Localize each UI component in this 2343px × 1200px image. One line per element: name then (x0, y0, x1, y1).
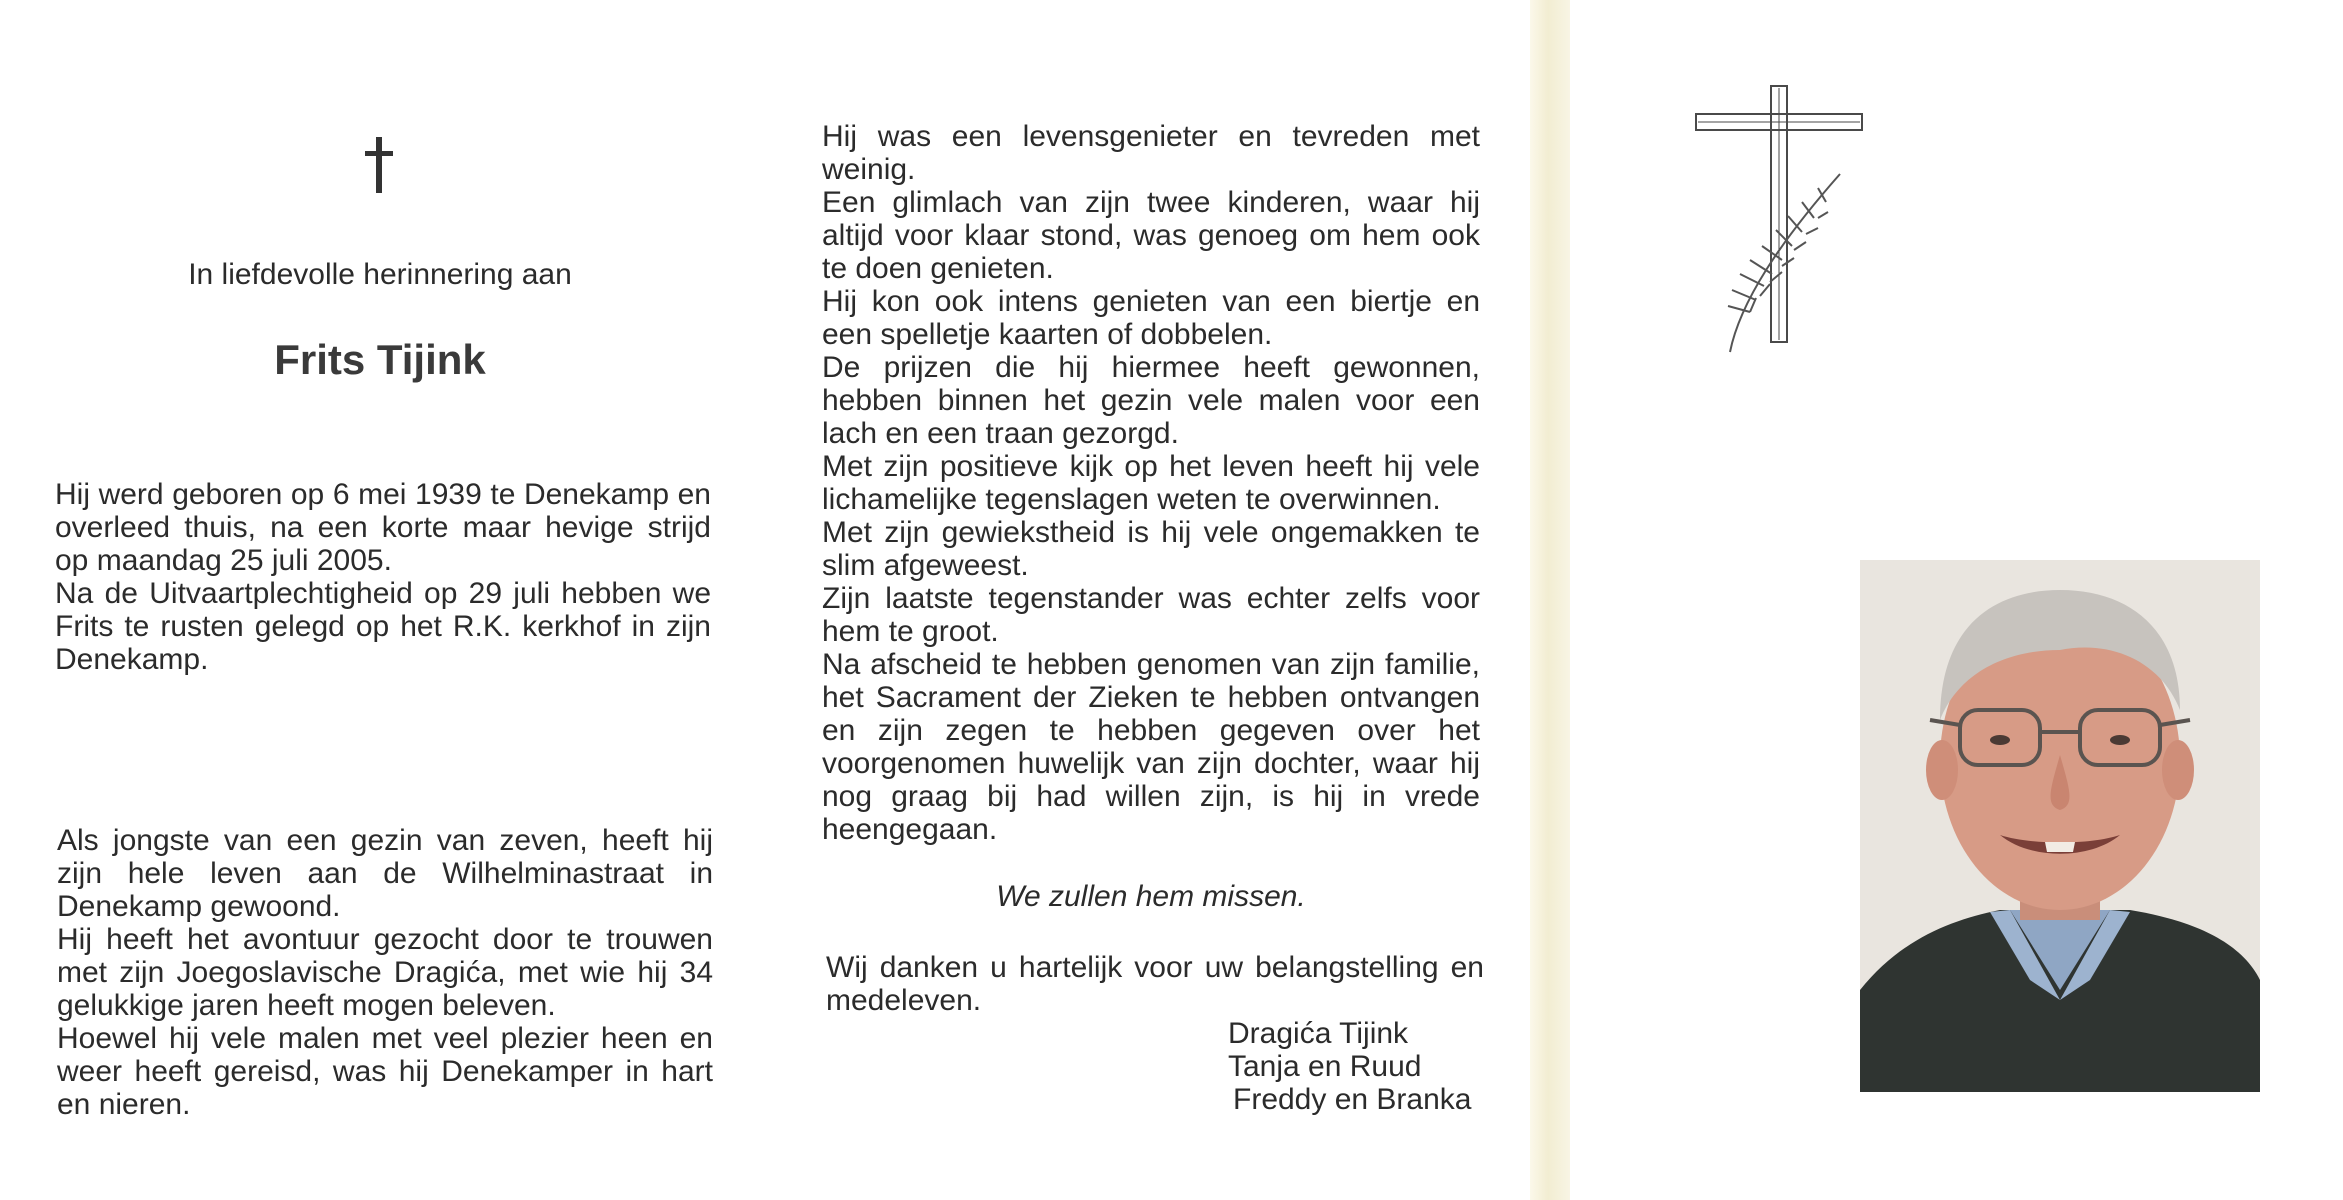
paragraph: Hoewel hij vele malen met veel plezier heen en weer heeft gereisd, was hij Denekamper in hart en nieren. (57, 1022, 713, 1121)
paragraph: Na afscheid te hebben genomen van zijn familie, het Sacrament der Zieken te hebben ontvangen en zijn zegen te hebben gegeven over het voorgenomen huwelijk van zijn dochter, waar hij nog graag bij had willen zijn, is hij in vrede heengegaan. (822, 648, 1480, 846)
left-column-biography (55, 478, 711, 676)
paragraph: Zijn laatste tegenstander was echter zelfs voor hem te groot. (822, 582, 1480, 648)
card-fold (1530, 0, 1570, 1200)
middle-column-tribute (822, 120, 1480, 846)
cross-with-palm-icon (1690, 82, 1870, 362)
thanks-text: Wij danken u hartelijk voor uw belangstelling en medeleven. (826, 951, 1484, 1017)
paragraph: Hij was een levensgenieter en tevreden met weinig. (822, 120, 1480, 186)
paragraph: Hij werd geboren op 6 mei 1939 te Denekamp en overleed thuis, na een korte maar hevige strijd op maandag 25 juli 2005. (55, 478, 711, 577)
signature-line: Freddy en Branka (1233, 1083, 1472, 1116)
intro-text: In liefdevolle herinnering aan (188, 258, 572, 291)
paragraph: Hij heeft het avontuur gezocht door te trouwen met zijn Joegoslavische Dragića, met wie hij 34 gelukkige jaren heeft mogen beleven. (57, 923, 713, 1022)
portrait-illustration (1860, 560, 2260, 1092)
portrait-photo (1860, 560, 2260, 1092)
closing-line: We zullen hem missen. (996, 880, 1306, 913)
signature-line: Tanja en Ruud (1228, 1050, 1422, 1083)
paragraph: De prijzen die hij hiermee heeft gewonnen, hebben binnen het gezin vele malen voor een lach en een traan gezorgd. (822, 351, 1480, 450)
deceased-name: Frits Tijink (274, 336, 486, 383)
signature-line: Dragića Tijink (1228, 1017, 1409, 1050)
paragraph: Als jongste van een gezin van zeven, heeft hij zijn hele leven aan de Wilhelminastraat in Denekamp gewoond. (57, 824, 713, 923)
paragraph: Na de Uitvaartplechtigheid op 29 juli hebben we Frits te rusten gelegd op het R.K. kerkhof in zijn Denekamp. (55, 577, 711, 676)
paragraph: Hij kon ook intens genieten van een biertje en een spelletje kaarten of dobbelen. (822, 285, 1480, 351)
paragraph: Een glimlach van zijn twee kinderen, waar hij altijd voor klaar stond, was genoeg om hem ook te doen genieten. (822, 186, 1480, 285)
paragraph: Met zijn gewiekstheid is hij vele ongemakken te slim afgeweest. (822, 516, 1480, 582)
left-column-life (57, 824, 713, 1121)
paragraph: Met zijn positieve kijk op het leven heeft hij vele lichamelijke tegenslagen weten te overwinnen. (822, 450, 1480, 516)
signatures (1228, 1017, 1471, 1116)
cross-icon (362, 135, 396, 195)
